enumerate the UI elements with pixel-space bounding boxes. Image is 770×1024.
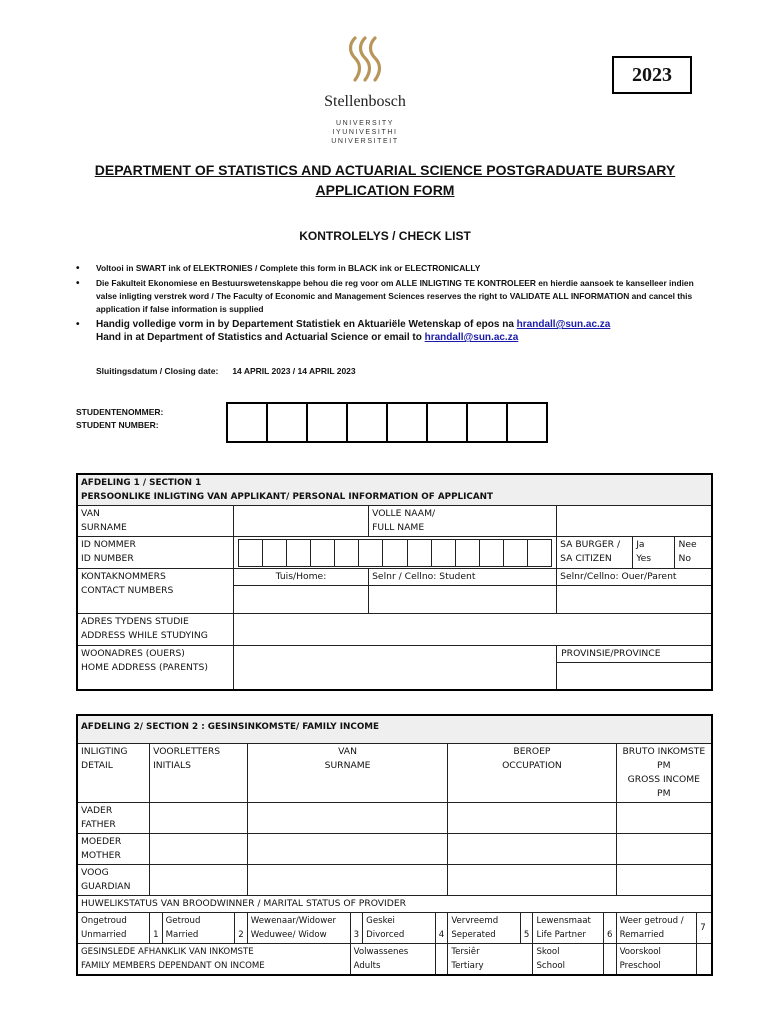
title-line-2: APPLICATION FORM (315, 182, 455, 198)
col-detail: INLIGTING DETAIL (77, 743, 150, 802)
guardian-income[interactable] (616, 864, 712, 895)
col-income: BRUTO INKOMSTE PM GROSS INCOME PM (616, 743, 712, 802)
full-name-cell[interactable] (369, 506, 557, 537)
marital-option-label: Geskei Divorced (363, 912, 436, 943)
section-2-table (76, 714, 713, 976)
logo-name: Stellenbosch (324, 93, 406, 110)
row-guardian-label: VOOG GUARDIAN (77, 864, 150, 895)
dependants-tertiary: Tersiêr Tertiary (448, 943, 533, 975)
full-name-label: VOLLE NAAM/ (372, 508, 436, 519)
father-occupation[interactable] (448, 802, 616, 833)
study-address-field[interactable] (233, 614, 712, 646)
id-number-field[interactable] (233, 537, 556, 569)
bullet-submit (76, 318, 716, 344)
email-link[interactable]: hrandall@sun.ac.za (516, 319, 611, 330)
col-occupation: BEROEP OCCUPATION (448, 743, 616, 802)
student-number-afr: STUDENTENOMMER: (76, 407, 164, 417)
marital-option-box[interactable]: 2 (235, 912, 248, 943)
surname-field[interactable] (233, 506, 368, 537)
mother-initials[interactable] (150, 833, 248, 864)
bullet-validate: • Die Fakulteit Ekonomiese en Bestuurswetenskappe behou die reg voor om ALLE INLIGTING TE KONTROLEER en hierdie aansoek te kanselleer indien valse inligting verstrek word / The Faculty of Economic and Management Sciences reserves the right to VALIDATE ALL INFORMATION and cancel this application if false information is supplied (76, 277, 716, 316)
digit-box[interactable] (388, 404, 428, 441)
full-name-label-eng: FULL NAME (372, 522, 425, 533)
marital-status-title: HUWELIKSTATUS VAN BROODWINNER / MARITAL STATUS OF PROVIDER (77, 895, 712, 912)
closing-value: 14 APRIL 2023 / 14 APRIL 2023 (232, 366, 356, 376)
student-number-label (76, 406, 163, 432)
home-address-label: WOONADRES (OUERS) HOME ADDRESS (PARENTS) (77, 646, 233, 690)
digit-box[interactable] (348, 404, 388, 441)
marital-option-label: Weer getroud / Remarried (616, 912, 697, 943)
home-phone-field[interactable] (233, 586, 368, 614)
id-digit-box[interactable] (239, 540, 263, 566)
id-label: ID NOMMER ID NUMBER (77, 537, 233, 569)
student-cell-field[interactable] (369, 586, 557, 614)
col-surname: VAN SURNAME (247, 743, 448, 802)
marital-option-box[interactable]: 1 (150, 912, 163, 943)
email-link[interactable]: hrandall@sun.ac.za (424, 332, 519, 343)
section-2-header: AFDELING 2/ SECTION 2 : GESINSINKOMSTE/ FAMILY INCOME (77, 715, 712, 743)
row-father-label: VADER FATHER (77, 802, 150, 833)
digit-box[interactable] (308, 404, 348, 441)
province-cell[interactable] (557, 646, 712, 690)
student-cell-label: Selnr / Cellno: Student (369, 569, 557, 586)
marital-option-label: Lewensmaat Life Partner (533, 912, 604, 943)
dependants-adults-box[interactable] (435, 943, 448, 975)
checklist-heading: KONTROLELYS / CHECK LIST (299, 229, 471, 243)
mother-income[interactable] (616, 833, 712, 864)
year-box: 2023 (612, 56, 692, 94)
digit-box[interactable] (508, 404, 546, 441)
id-digit-box[interactable] (311, 540, 335, 566)
section-1-title: AFDELING 1 / SECTION 1 (81, 478, 202, 488)
submit-eng: Hand in at Department of Statistics and Actuarial Science or email to (96, 332, 422, 343)
id-digit-box[interactable] (263, 540, 287, 566)
id-digit-box[interactable] (359, 540, 383, 566)
dependants-school-box[interactable] (604, 943, 617, 975)
marital-option-box[interactable]: 3 (350, 912, 363, 943)
province-label: PROVINSIE/PROVINCE (557, 646, 711, 663)
logo-line: UNIVERSITEIT (331, 138, 399, 145)
logo-line: UNIVERSITY (335, 120, 394, 127)
father-income[interactable] (616, 802, 712, 833)
title-line-1: DEPARTMENT OF STATISTICS AND ACTUARIAL SCIENCE POSTGRADUATE BURSARY (94, 162, 676, 178)
father-surname[interactable] (247, 802, 448, 833)
marital-option-box[interactable]: 5 (520, 912, 533, 943)
university-logo (305, 34, 425, 146)
section-1-subtitle: PERSOONLIKE INLIGTING VAN APPLIKANT/ PERSONAL INFORMATION OF APPLICANT (81, 492, 494, 502)
digit-box[interactable] (428, 404, 468, 441)
parent-cell-label: Selnr/Cellno: Ouer/Parent (557, 569, 712, 586)
study-address-label: ADRES TYDENS STUDIE ADDRESS WHILE STUDYING (77, 614, 233, 646)
guardian-occupation[interactable] (448, 864, 616, 895)
id-digit-box[interactable] (480, 540, 504, 566)
form-title (60, 160, 710, 200)
row-mother-label: MOEDER MOTHER (77, 833, 150, 864)
marital-option-label: Getroud Married (162, 912, 235, 943)
dependants-preschool-box[interactable] (697, 943, 712, 975)
col-initials: VOORLETTERS INITIALS (150, 743, 248, 802)
digit-box[interactable] (268, 404, 308, 441)
marital-option-box[interactable]: 7 (697, 912, 712, 943)
id-digit-box[interactable] (456, 540, 480, 566)
marital-option-box[interactable]: 4 (435, 912, 448, 943)
digit-box[interactable] (468, 404, 508, 441)
guardian-initials[interactable] (150, 864, 248, 895)
surname-label: VAN SURNAME (81, 508, 127, 533)
bullet-ink: • Voltooi in SWART ink of ELEKTRONIES / Complete this form in BLACK ink or ELECTRONICALLY (76, 262, 716, 275)
contact-label: KONTAKNOMMERS CONTACT NUMBERS (77, 569, 233, 614)
checklist-bullets (76, 262, 716, 346)
section-1-header (77, 474, 712, 506)
id-digit-box[interactable] (408, 540, 432, 566)
home-address-field[interactable] (233, 646, 556, 690)
id-digit-box[interactable] (504, 540, 528, 566)
marital-option-box[interactable]: 6 (604, 912, 617, 943)
parent-cell-field[interactable] (557, 586, 712, 614)
student-number-boxes[interactable] (226, 402, 548, 443)
home-phone-label: Tuis/Home: (233, 569, 368, 586)
marital-option-label: Wewenaar/Widower Weduwee/ Widow (247, 912, 350, 943)
guardian-surname[interactable] (247, 864, 448, 895)
marital-option-label: Ongetroud Unmarried (77, 912, 150, 943)
full-name-field[interactable] (557, 506, 712, 537)
dependants-label: GESINSLEDE AFHANKLIK VAN INKOMSTE FAMILY MEMBERS DEPENDANT ON INCOME (77, 943, 350, 975)
dependants-adults: Volwassenes Adults (350, 943, 435, 975)
marital-option-label: Vervreemd Seperated (448, 912, 521, 943)
dependants-school: Skool School (533, 943, 604, 975)
section-1-table (76, 473, 713, 691)
id-digit-box[interactable] (432, 540, 456, 566)
logo-line: IYUNIVESITHI (332, 129, 398, 136)
digit-box[interactable] (228, 404, 268, 441)
mother-surname[interactable] (247, 833, 448, 864)
mother-occupation[interactable] (448, 833, 616, 864)
father-initials[interactable] (150, 802, 248, 833)
dependants-preschool: Voorskool Preschool (616, 943, 697, 975)
sa-citizen-label: SA BURGER / SA CITIZEN (557, 537, 633, 569)
id-digit-box[interactable] (335, 540, 359, 566)
closing-date (96, 366, 356, 376)
id-digit-box[interactable] (383, 540, 407, 566)
id-digit-box[interactable] (287, 540, 311, 566)
student-number-eng: STUDENT NUMBER: (76, 420, 159, 430)
id-digit-box[interactable] (528, 540, 551, 566)
citizen-no-option[interactable]: Nee No (675, 537, 712, 569)
closing-label: Sluitingsdatum / Closing date: (96, 366, 219, 376)
submit-afr: Handig volledige vorm in by Departement Statistiek en Aktuariële Wetenskap of epos na (96, 319, 514, 330)
stellenbosch-crest-icon (347, 34, 383, 86)
citizen-yes-option[interactable]: Ja Yes (633, 537, 675, 569)
